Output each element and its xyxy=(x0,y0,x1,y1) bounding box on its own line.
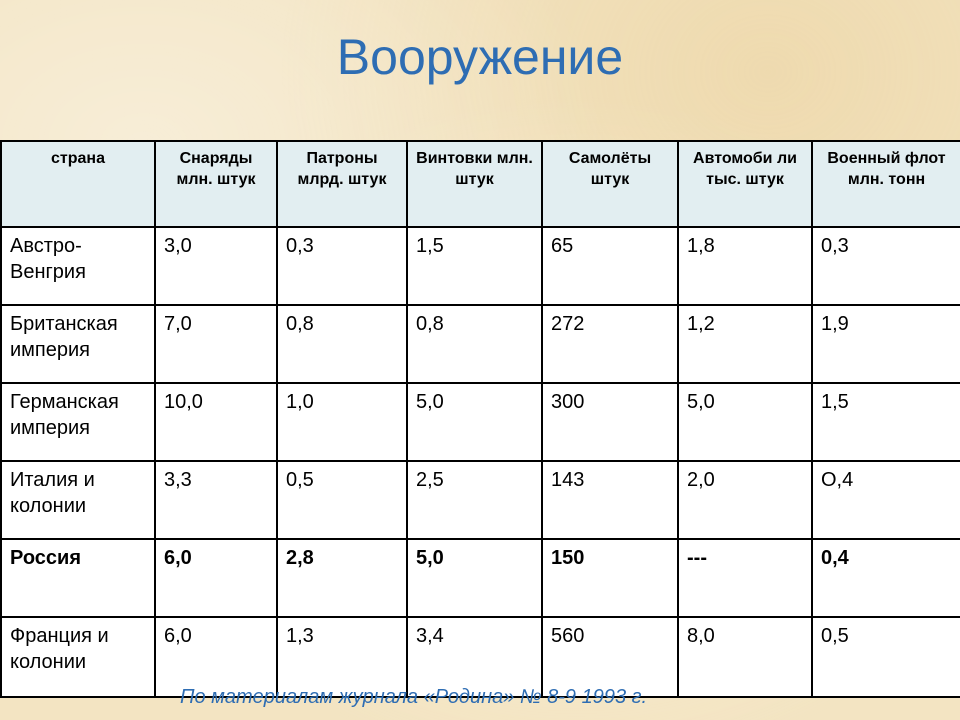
value-cell: 1,5 xyxy=(812,383,960,461)
value-cell: 6,0 xyxy=(155,617,277,697)
value-cell: 0,3 xyxy=(277,227,407,305)
value-cell: 0,4 xyxy=(812,539,960,617)
header-aircraft: Самолёты штук xyxy=(542,141,678,227)
value-cell: 0,5 xyxy=(812,617,960,697)
value-cell: 3,4 xyxy=(407,617,542,697)
table-row-highlighted xyxy=(1,539,960,617)
header-navy: Военный флот млн. тонн xyxy=(812,141,960,227)
header-rifles: Винтовки млн. штук xyxy=(407,141,542,227)
value-cell: 5,0 xyxy=(407,383,542,461)
value-cell: 2,8 xyxy=(277,539,407,617)
value-cell: 1,8 xyxy=(678,227,812,305)
value-cell: 8,0 xyxy=(678,617,812,697)
country-cell: Германская империя xyxy=(1,383,155,461)
value-cell: 0,8 xyxy=(407,305,542,383)
value-cell: 6,0 xyxy=(155,539,277,617)
value-cell: 3,0 xyxy=(155,227,277,305)
value-cell: 1,2 xyxy=(678,305,812,383)
value-cell: 0,5 xyxy=(277,461,407,539)
value-cell: 143 xyxy=(542,461,678,539)
value-cell: О,4 xyxy=(812,461,960,539)
country-cell: Британская империя xyxy=(1,305,155,383)
table-row xyxy=(1,461,960,539)
value-cell: 272 xyxy=(542,305,678,383)
header-country: страна xyxy=(1,141,155,227)
country-cell: Австро-Венгрия xyxy=(1,227,155,305)
slide-title: Вооружение xyxy=(336,29,624,85)
value-cell: 0,8 xyxy=(277,305,407,383)
country-cell: Италия и колонии xyxy=(1,461,155,539)
value-cell: 1,9 xyxy=(812,305,960,383)
value-cell: 560 xyxy=(542,617,678,697)
value-cell: 7,0 xyxy=(155,305,277,383)
value-cell: 5,0 xyxy=(678,383,812,461)
header-cartridges: Патроны млрд. штук xyxy=(277,141,407,227)
value-cell: 1,3 xyxy=(277,617,407,697)
table-row xyxy=(1,383,960,461)
header-row xyxy=(1,141,960,227)
armament-table xyxy=(0,140,960,698)
value-cell: 150 xyxy=(542,539,678,617)
country-cell: Россия xyxy=(1,539,155,617)
value-cell: 5,0 xyxy=(407,539,542,617)
value-cell: 65 xyxy=(542,227,678,305)
header-vehicles: Автомоби ли тыс. штук xyxy=(678,141,812,227)
value-cell: 10,0 xyxy=(155,383,277,461)
country-cell: Франция и колонии xyxy=(1,617,155,697)
value-cell: 300 xyxy=(542,383,678,461)
value-cell: --- xyxy=(678,539,812,617)
source-caption: По материалам журнала «Родина» № 8-9 1993 г. xyxy=(180,686,648,708)
table-row xyxy=(1,227,960,305)
value-cell: 0,3 xyxy=(812,227,960,305)
value-cell: 1,0 xyxy=(277,383,407,461)
table-row xyxy=(1,617,960,697)
value-cell: 3,3 xyxy=(155,461,277,539)
header-shells: Снаряды млн. штук xyxy=(155,141,277,227)
value-cell: 2,5 xyxy=(407,461,542,539)
table-row xyxy=(1,305,960,383)
value-cell: 1,5 xyxy=(407,227,542,305)
value-cell: 2,0 xyxy=(678,461,812,539)
